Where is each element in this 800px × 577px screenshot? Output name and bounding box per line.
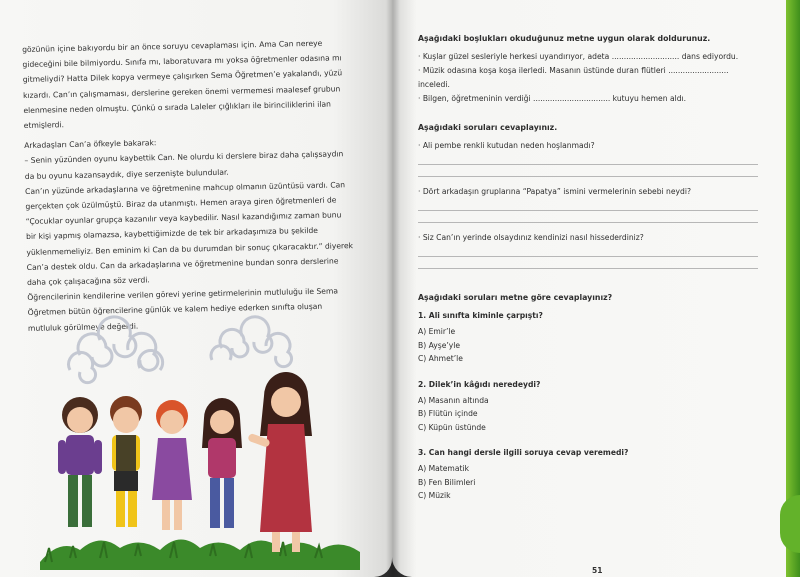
fill-in-item: · Bilgen, öğretmeninin verdiği ................................ kutuyu hemen aldı. bbox=[418, 94, 687, 103]
mcq-option[interactable]: A) Matematik bbox=[418, 464, 469, 473]
story-text bbox=[22, 35, 372, 336]
child-curly-hair bbox=[58, 397, 102, 527]
swirl-cloud-left bbox=[69, 317, 163, 383]
answer-line[interactable] bbox=[418, 222, 758, 223]
open-questions-section bbox=[418, 123, 770, 269]
grass bbox=[40, 539, 360, 570]
mcq-title: 1. Ali sınıfta kiminle çarpıştı? bbox=[418, 311, 543, 320]
story-line: daha çok çalışacağına söz verdi. bbox=[26, 275, 150, 287]
mcq-title: 2. Dilek’in kâğıdı neredeydi? bbox=[418, 379, 541, 389]
section-heading: Aşağıdaki soruları cevaplayınız. bbox=[418, 123, 558, 132]
story-line: gerçekten çok üzülmüştü. Biraz da utanmıştı. Hemen araya giren öğretmenleri de bbox=[25, 195, 337, 211]
story-line: Can’ın yüzünde arkadaşlarına ve öğretmenine mahcup olmanın üzüntüsü vardı. Can bbox=[25, 180, 346, 196]
open-question: · Dört arkadaşın gruplarına “Papatya” ismini vermelerinin sebebi neydi? bbox=[418, 187, 691, 196]
fill-in-item: · Kuşlar güzel sesleriyle herkesi uyandırıyor, adeta ............................ dans ediyordu. bbox=[418, 52, 739, 61]
mcq-option[interactable]: B) Ayşe’yle bbox=[418, 340, 461, 350]
open-question: · Siz Can’ın yerinde olsaydınız kendinizi nasıl hissederdiniz? bbox=[418, 233, 644, 242]
swirl-cloud-right bbox=[211, 317, 292, 367]
story-line: – Senin yüzünden oyunu kaybettik Can. Ne olurdu ki derslere biraz daha çalışsaydın bbox=[24, 149, 344, 166]
mcq-option[interactable]: B) Flütün içinde bbox=[418, 409, 478, 418]
child-yellow-shirt bbox=[110, 396, 142, 527]
mcq-option[interactable]: A) Emir’le bbox=[418, 327, 456, 336]
child-red-hair bbox=[152, 400, 192, 530]
section-heading: Aşağıdaki boşlukları okuduğunuz metne uygun olarak doldurunuz. bbox=[418, 34, 711, 43]
story-line: Arkadaşları Can’a öfkeyle bakarak: bbox=[24, 138, 157, 151]
story-line: mutluluk görülmeye değerdi. bbox=[27, 321, 139, 333]
mcq-question bbox=[418, 309, 770, 366]
child-dark-hair bbox=[202, 398, 242, 528]
open-question: · Ali pembe renkli kutudan neden hoşlanmadı? bbox=[418, 141, 595, 150]
story-line: Öğretmen bütün öğrencilerine günlük ve kalem hediye ederken sınıfta oluşan bbox=[27, 302, 323, 318]
section-heading: Aşağıdaki soruları metne göre cevaplayınız? bbox=[418, 293, 613, 302]
mcq-option[interactable]: A) Masanın altında bbox=[418, 395, 489, 405]
answer-line[interactable] bbox=[418, 164, 758, 165]
mcq-option[interactable]: C) Ahmet’le bbox=[418, 354, 463, 363]
exercise-page bbox=[418, 34, 770, 515]
story-line: yüklenmemeliyiz. Ben eminim ki Can da bu durumdan bir sonuç çıkaracaktır.” diyerek bbox=[26, 240, 354, 257]
story-line: Öğrencilerinin kendilerine verilen görevi yerine getirmelerinin mutluluğu ile Sema bbox=[27, 286, 339, 303]
fill-in-item: inceledi. bbox=[418, 80, 450, 89]
story-line: “Çocuklar oyunlar grupça kazanılır veya kaybedilir. Nasıl kazandığımız zaman bunu bbox=[25, 210, 342, 227]
mcq-question bbox=[418, 378, 770, 435]
page-number: 51 bbox=[592, 566, 603, 575]
answer-line[interactable] bbox=[418, 268, 758, 269]
answer-line[interactable] bbox=[418, 176, 758, 177]
story-line: da bu oyunu kazansaydık, diye serzenişte bulundular. bbox=[24, 167, 229, 181]
children-illustration bbox=[40, 300, 360, 570]
story-line: gideceğini bile bilmiyordu. Sınıfa mı, laboratuvara mı yoksa öğretmenler odasına mı bbox=[22, 53, 342, 70]
story-line: Can’a destek oldu. Can da arkadaşlarına ve öğretmenine bundan sonra derslerine bbox=[26, 256, 339, 272]
story-line: elenmesine neden olmuştu. Çünkü o sırada Laleler çığlıkları ile birinciliklerini ilan bbox=[23, 99, 331, 115]
answer-line[interactable] bbox=[418, 256, 758, 257]
mcq-option[interactable]: C) Küpün üstünde bbox=[418, 422, 486, 432]
teacher-figure bbox=[247, 372, 312, 552]
story-line: bir kişi yapmış olamazsa, kaybettiğimizde de tek bir arkadaşımıza bu şekilde bbox=[25, 226, 319, 242]
mcq-title: 3. Can hangi dersle ilgili soruya cevap veremedi? bbox=[418, 448, 629, 457]
mcq-option[interactable]: C) Müzik bbox=[418, 491, 451, 500]
multiple-choice-section bbox=[418, 293, 770, 503]
book-spine bbox=[386, 0, 400, 577]
story-line: kızardı. Can’ın çalışmaması, derslerine gereken önemi vermemesi maalesef grubun bbox=[23, 83, 341, 100]
mcq-question bbox=[418, 446, 770, 503]
story-line: gitmeliydi? Hatta Dilek kopya vermeye çalışırken Sema Öğretmen’e yakalandı, yüzü bbox=[22, 68, 343, 85]
fill-in-item: · Müzik odasına koşa koşa ilerledi. Masanın üstünde duran flütleri ......................... bbox=[418, 66, 729, 75]
story-line: etmişlerdi. bbox=[23, 120, 65, 130]
fill-in-section bbox=[418, 34, 770, 106]
story-line: gözünün içine bakıyordu bir an önce soruyu cevaplaması için. Ama Can nereye bbox=[22, 38, 323, 54]
mcq-option[interactable]: B) Fen Bilimleri bbox=[418, 477, 476, 487]
answer-line[interactable] bbox=[418, 210, 758, 211]
green-page-edge bbox=[786, 0, 800, 577]
green-page-tab bbox=[780, 495, 800, 553]
